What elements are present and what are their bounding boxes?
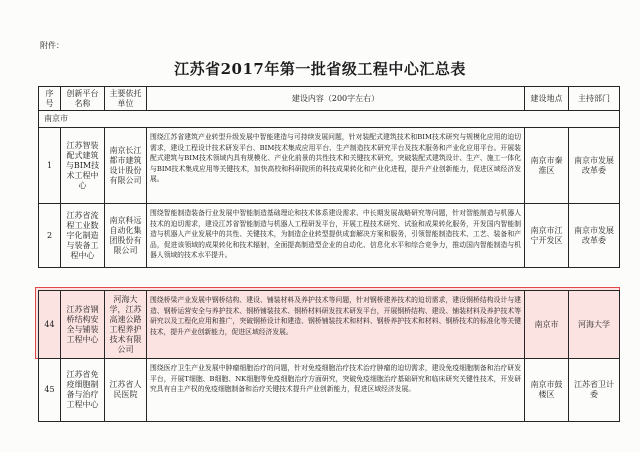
header-supervising-department: 主持部门 [578,93,610,103]
host-unit: 南京科远自动化集团股份有限公司 [105,204,147,267]
supervising-department: 南京市发展改革委 [574,225,614,245]
header-construction-content: 建设内容（200字左右） [147,87,525,110]
supervising-department: 河海大学 [578,319,610,329]
platform-name: 江苏省免疫细胞制备与治疗工程中心 [61,359,105,421]
region-label: 南京市 [44,114,68,123]
construction-location: 南京市 [525,291,569,358]
header-construction-location: 建设地点 [525,87,569,110]
supervising-department: 南京市发展改革委 [574,155,614,175]
table-row-highlighted [39,291,619,359]
construction-content: 围绕智能制造装备行业发展中智能制造基础理论和技术体系建设需求、中长期发展战略研究等问题，针对智能制造与机器人技术的迫切需求，建设江苏省智能制造与机器人工程研发平台，开展工程技术研究、试验和成果转化服务，开发国内智能制造与机器人产业发展中的共性、关键技术，为制造企业转型提供成套解决方案和服务，引领智能制造技术、工艺、装备和产品，促进该领域的成果转化和技术辐射，全面提高制造型企业的自动化、信息化水平和综合竞争力，推动国内智能制造与机器人领域的技术水平提升。 [147,204,525,267]
row-index: 1 [39,128,61,203]
construction-content: 围绕医疗卫生产业发展中肿瘤细胞治疗的问题，针对免疫细胞治疗技术治疗肿瘤的迫切需求，建设免疫细胞制备和治疗研发平台，开展T细胞、B细胞、NK细胞等免疫细胞治疗方面研究，突破免疫细胞治疗基础研究和临床研究关键性技术，开发研究具有自主产权的免疫细胞制备和治疗关键技术提升产业创新能力，促进区域经济发展。 [147,359,525,421]
table-row [39,128,619,204]
row-index: 45 [39,359,61,421]
summary-table-top [38,86,620,268]
platform-name: 江苏省流程工业数字化制造与装备工程中心 [61,204,105,267]
header-index: 序号 [39,87,61,110]
platform-name: 江苏省钢桥结构安全与铺装工程中心 [61,291,105,358]
host-unit: 南京长江都市建筑设计股份有限公司 [105,128,147,203]
header-platform-name: 创新平台名称 [61,87,105,110]
platform-name: 江苏智装配式建筑与BIM技术工程中心 [61,128,105,203]
construction-location: 南京市秦淮区 [525,128,569,203]
construction-content: 围绕桥梁产业发展中钢桥结构、建设、铺装材料及养护技术等问题，针对钢桥建养技术的迫切需求，建设钢桥结构设计与建造、钢桥运营安全与养护技术、钢桥铺装技术、钢桥材料研发技术研发平台，开展钢桥结构、建设、铺装材料及养护技术等研究以及工程化应用和推广，突破钢桥设计和建造、钢桥铺装技术和材料、钢桥养护技术和材料、钢桥技术的标准化等关键技术，提升产业创新能力，促进区域经济发展。 [147,291,525,358]
construction-location: 南京市江宁开发区 [525,204,569,267]
host-unit: 河海大学，江苏高速公路工程养护技术有限公司 [105,291,147,358]
table-row [39,204,619,267]
table-row [39,359,619,421]
header-host-unit: 主要依托单位 [105,87,147,110]
supervising-department: 江苏省卫计委 [574,380,614,399]
row-index: 2 [39,204,61,267]
attachment-label: 附件： [40,41,64,50]
host-unit: 江苏省人民医院 [105,359,147,421]
construction-location: 南京市鼓楼区 [525,359,569,421]
row-index: 44 [39,291,61,358]
document-title: 江苏省2017年第一批省级工程中心汇总表 [174,60,466,78]
construction-content: 围绕江苏省建筑产业转型升级发展中智能建造与可持续发展问题，针对装配式建筑技术和BIM技术研究与规模化应用的迫切需求，建设工程设计技术研发平台、BIM技术集成应用平台、生产制造技术研究平台及技术服务和产业化应用平台。开展装配式建筑与BIM技术领域内具有规模化、产业化前景的共性技术和关键技术研究，突破装配式建筑设计、生产、施工一体化与BIM技术集成应用等关键技术，加快高校和科研院所的科技成果转化和产业化进程，提升产业创新能力，促进区域经济发展。 [147,128,525,203]
region-row [39,111,619,128]
table-header-row [39,87,619,111]
summary-table-bottom [38,290,620,422]
